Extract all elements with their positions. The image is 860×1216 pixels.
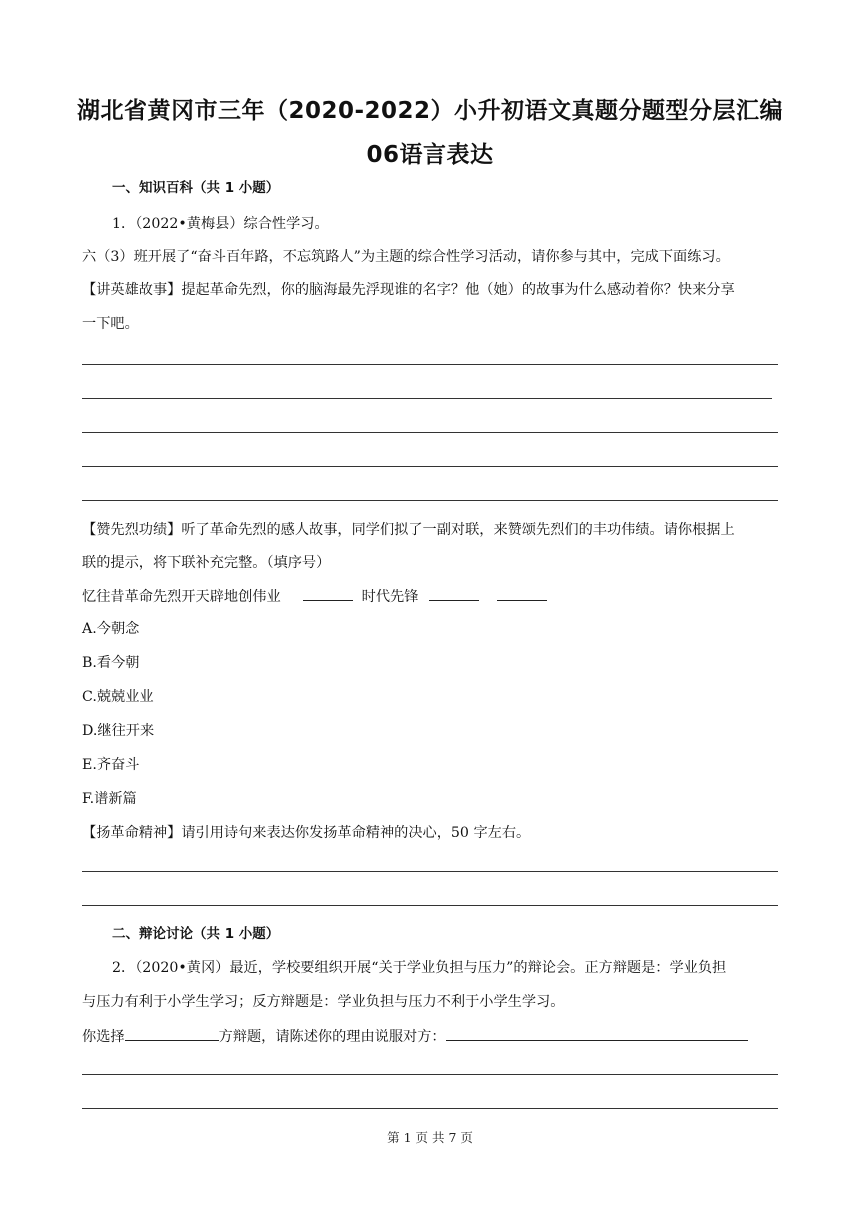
document-subtitle: 06语言表达 [366,142,494,168]
q1-intro: 六（3）班开展了“奋斗百年路，不忘筑路人”为主题的综合性学习活动，请你参与其中，完成下面练习。 [82,249,730,265]
answer-line[interactable] [82,500,778,501]
option-f: F.谱新篇 [82,791,137,807]
q1-part1-line2: 一下吧。 [82,316,139,332]
side-choice-blank[interactable] [125,1026,219,1041]
section2-heading: 二、辩论讨论（共 1 小题） [112,926,280,942]
answer-line[interactable] [82,1074,778,1075]
q2-line2: 与压力有利于小学生学习；反方辩题是：学业负担与压力不利于小学生学习。 [82,994,565,1010]
answer-line[interactable] [82,1108,778,1109]
option-e: E.齐奋斗 [82,757,140,773]
couplet-row [82,586,551,607]
q2-choice-prefix: 你选择 [82,1029,125,1045]
option-b: B.看今朝 [82,655,140,671]
q1-part3: 【扬革命精神】请引用诗句来表达你发扬革命精神的决心，50 字左右。 [82,825,531,841]
q1-part1-line1: 【讲英雄故事】提起革命先烈，你的脑海最先浮现谁的名字？他（她）的故事为什么感动着你？快来分享 [82,282,735,298]
section1-heading: 一、知识百科（共 1 小题） [112,180,280,196]
answer-line[interactable] [82,398,772,399]
answer-line[interactable] [82,871,778,872]
q2-line1: 2．（2020•黄冈）最近，学校要组织开展“关于学业负担与压力”的辩论会。正方辩题是：学业负担 [112,960,727,976]
option-c: C.兢兢业业 [82,689,154,705]
couplet-upper: 忆往昔革命先烈开天辟地创伟业 [82,589,281,605]
answer-line[interactable] [82,432,778,433]
q1-part2-line1: 【赞先烈功绩】听了革命先烈的感人故事，同学们拟了一副对联，来赞颂先烈们的丰功伟绩。请你根据上 [82,522,735,538]
document-title: 湖北省黄冈市三年（2020-2022）小升初语文真题分题型分层汇编 [76,98,784,124]
couplet-blank-2[interactable] [429,586,479,601]
option-a: A.今朝念 [82,621,140,637]
q1-part2-line2: 联的提示，将下联补充完整。（填序号） [82,555,331,571]
couplet-blank-1[interactable] [303,586,353,601]
answer-line[interactable] [82,466,778,467]
option-d: D.继往开来 [82,723,155,739]
reason-blank[interactable] [446,1026,748,1041]
couplet-blank-3[interactable] [497,586,547,601]
q2-choice-mid: 方辩题，请陈述你的理由说服对方： [218,1029,446,1045]
answer-line[interactable] [82,364,778,365]
couplet-mid: 时代先锋 [361,589,419,605]
answer-line[interactable] [82,905,778,906]
q2-choice-row [82,1026,748,1047]
page-footer: 第 1 页 共 7 页 [387,1130,473,1145]
q1-stem: 1．（2022•黄梅县）综合性学习。 [112,216,329,232]
